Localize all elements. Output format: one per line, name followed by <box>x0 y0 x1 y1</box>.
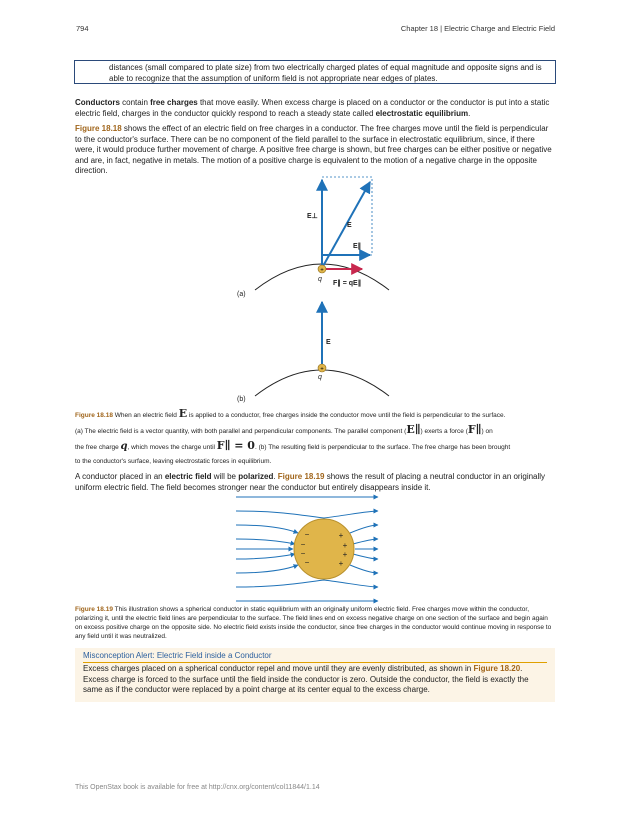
field-line-7-in <box>236 565 298 573</box>
figure-18-20-link[interactable]: Figure 18.20 <box>473 664 521 673</box>
caption-label-18-19: Figure 18.19 <box>75 606 113 613</box>
field-line-4-out <box>353 539 378 544</box>
charge-plus-4: + <box>338 559 344 568</box>
footer-attribution: This OpenStax book is available for free at http://cnx.org/content/col11844/1.14 <box>75 784 320 791</box>
caption-label-18-18: Figure 18.18 <box>75 412 113 419</box>
charge-minus-1: − <box>304 530 310 539</box>
figure-18-18-link[interactable]: Figure 18.18 <box>75 124 122 133</box>
label-a: (a) <box>237 291 246 298</box>
term-free-charges: free charges <box>150 98 198 107</box>
paragraph-conductors: Conductors contain free charges that move easily. When excess charge is placed on a conductor or the conductor is put into a static electric field, charges in the conductor quickly respond to reach a steady state called electrostatic equilibrium. <box>75 98 550 118</box>
field-line-6-in <box>236 554 295 559</box>
label-b: (b) <box>237 396 246 403</box>
label-e-perpendicular: E⊥ <box>307 213 318 220</box>
charge-minus-3: − <box>300 549 306 558</box>
charge-minus-2: − <box>300 540 306 549</box>
field-line-8 <box>236 580 378 587</box>
charge-plus-1: + <box>338 531 344 540</box>
chapter-title: Chapter 18 | Electric Charge and Electric Field <box>400 24 555 33</box>
label-e-a: E <box>347 222 352 229</box>
field-line-2 <box>236 511 378 518</box>
charge-plus-3: + <box>342 550 348 559</box>
label-q-b: q <box>318 374 322 381</box>
field-line-4-in <box>236 539 295 544</box>
page-number: 794 <box>76 24 89 33</box>
charge-minus-4: − <box>304 558 310 567</box>
misconception-alert <box>75 648 555 702</box>
caption-figure-18-18: Figure 18.18 When an electric field E is applied to a conductor, free charges inside the conductor move until the field is perpendicular to the surface. (a) The electric field is a vector quantity, with both parallel and perpendicular components. The parallel component (E∥) exerts a force (F∥) on the free charge q, which moves the charge until F∥ = 0. (b) The resulting field is perpendicular to the surface. The free charge has been brought to the conductor's surface, leaving electrostatic forces in equilibrium. <box>75 407 511 465</box>
term-conductors: Conductors <box>75 98 120 107</box>
charge-plus-2: + <box>342 541 348 550</box>
charge-plus-b: + <box>320 366 324 373</box>
field-line-3-in <box>236 525 298 533</box>
charge-plus-a: + <box>320 267 324 274</box>
term-electrostatic-equilibrium: electrostatic equilibrium <box>375 108 469 118</box>
field-line-7-out <box>350 565 378 573</box>
paragraph-figure-18-18: Figure 18.18 shows the effect of an electric field on free charges in a conductor. The free charges move until the field is perpendicular to the conductor's surface. There can be no component of the field parallel to the surface in electrostatic equilibrium, since, if there were, it would produce further movement of charge. A positive free charge is shown, but free charges can be either positive or negative and are, in fact, negative in metals. The motion of a positive charge is equivalent to the motion of a negative charge in the opposite direction. <box>75 124 552 175</box>
label-q-a: q <box>318 276 322 283</box>
alert-title: Misconception Alert: Electric Field inside a Conductor <box>83 651 272 660</box>
learning-goal-text: distances (small compared to plate size) from two electrically charged plates of equal magnitude and opposite signs and is able to recognize that the assumption of uniform field is not appropriate near edges of plates. <box>109 63 542 83</box>
paragraph-polarization: A conductor placed in an electric field will be polarized. Figure 18.19 shows the result of placing a neutral conductor in an originally uniform electric field. The field becomes stronger near the conductor but entirely disappears inside it. <box>75 472 546 492</box>
label-e-parallel: E∥ <box>353 243 362 250</box>
label-e-b: E <box>326 339 331 346</box>
field-line-6-out <box>353 554 378 559</box>
caption-figure-18-19: Figure 18.19 This illustration shows a spherical conductor in static equilibrium with an originally uniform electric field. Free charges move within the conductor, polarizing it, until the electric field lines are perpendicular to the surface. The field lines end on excess negative charge on one section of the surface and begin again on excess positive charge on the opposite side. No electric field exists inside the conductor, since free charges in the conductor would continue moving in response to any field until it was neutralized. <box>75 606 552 640</box>
alert-divider <box>83 662 547 663</box>
label-force-equation: F∥ = qE∥ <box>333 280 362 287</box>
alert-text: Excess charges placed on a spherical conductor repel and move until they are evenly distributed, as shown in Figure 18.20. Excess charge is forced to the surface until the field inside the conductor is zero. Outside the conductor, the field is exactly the same as if the conductor were replaced by a point charge at its center equal to the excess charge. <box>83 664 529 694</box>
field-line-3-out <box>350 525 378 533</box>
figure-18-19-link[interactable]: Figure 18.19 <box>277 472 325 481</box>
